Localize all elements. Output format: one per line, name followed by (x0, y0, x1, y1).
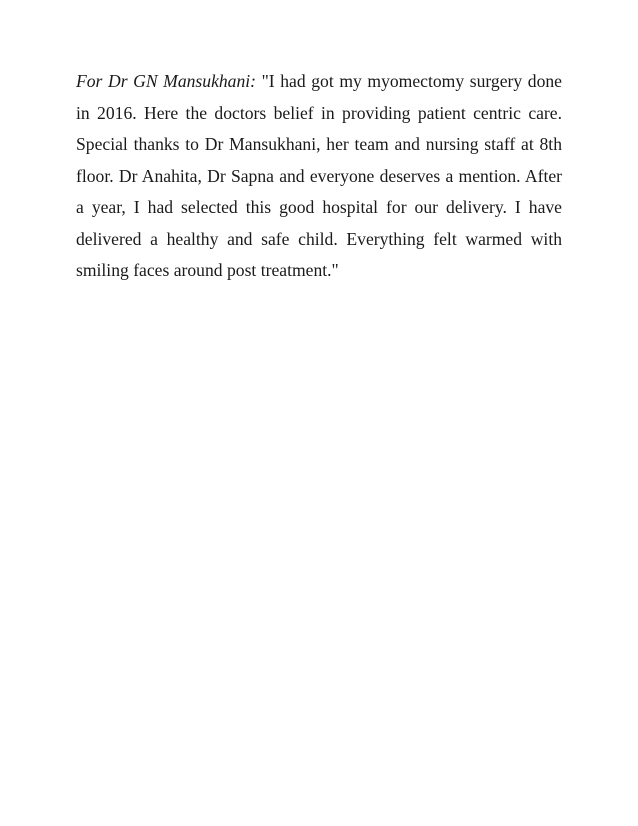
testimonial-paragraph (76, 66, 562, 287)
testimonial-quote: "I had got my myomectomy surgery done in 2016. Here the doctors belief in providing patient centric care. Special thanks to Dr Mansukhani, her team and nursing staff at 8th floor. Dr Anahita, Dr Sapna and everyone deserves a mention. After a year, I had selected this good hospital for our delivery. I have delivered a healthy and safe child. Everything felt warmed with smiling faces around post treatment." (76, 71, 562, 280)
testimonial-addressee: For Dr GN Mansukhani: (76, 71, 257, 91)
